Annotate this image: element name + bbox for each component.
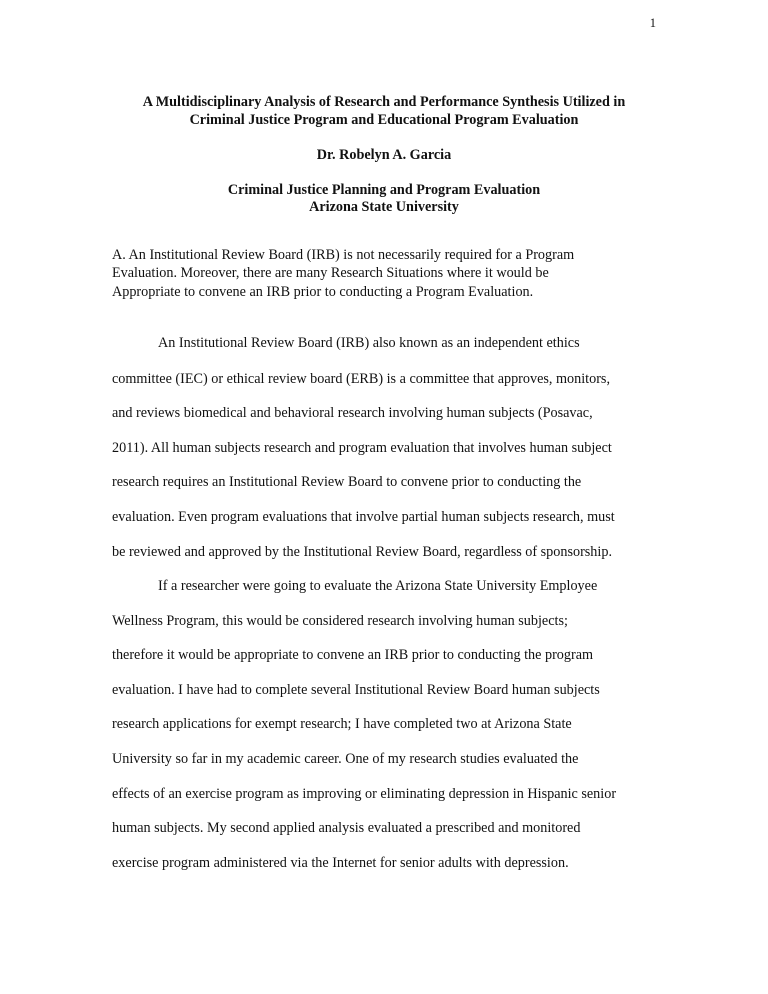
body-paragraph-line: If a researcher were going to evaluate the Arizona State University Employee: [158, 578, 598, 594]
title-line-1: A Multidisciplinary Analysis of Research and Performance Synthesis Utilized in: [142, 94, 626, 110]
body-paragraph-line: research requires an Institutional Review Board to convene prior to conducting the: [112, 474, 582, 490]
author-name: Dr. Robelyn A. Garcia: [316, 147, 452, 163]
body-paragraph-line: therefore it would be appropriate to convene an IRB prior to conducting the program: [112, 647, 594, 663]
question-line: Evaluation. Moreover, there are many Research Situations where it would be: [112, 265, 549, 282]
body-paragraph-line: University so far in my academic career. One of my research studies evaluated the: [112, 751, 579, 767]
affiliation-department: Criminal Justice Planning and Program Evaluation: [227, 182, 541, 198]
body-paragraph-line: An Institutional Review Board (IRB) also known as an independent ethics: [158, 335, 580, 351]
body-paragraph-line: Wellness Program, this would be considered research involving human subjects;: [112, 613, 568, 629]
question-prompt: [112, 246, 672, 301]
page-number: 1: [649, 16, 656, 30]
body-paragraph-line: exercise program administered via the Internet for senior adults with depression.: [112, 855, 569, 871]
question-line: A. An Institutional Review Board (IRB) is not necessarily required for a Program: [112, 247, 575, 263]
title-line-2: Criminal Justice Program and Educational Program Evaluation: [189, 112, 579, 128]
body-paragraph-line: and reviews biomedical and behavioral research involving human subjects (Posavac,: [112, 405, 593, 421]
body-paragraph-line: evaluation. Even program evaluations that involve partial human subjects research, must: [112, 509, 615, 525]
body-paragraph-line: committee (IEC) or ethical review board (ERB) is a committee that approves, monitors,: [112, 371, 610, 387]
body-paragraph-line: 2011). All human subjects research and program evaluation that involves human subject: [112, 440, 612, 456]
body-paragraph-line: evaluation. I have had to complete several Institutional Review Board human subjects: [112, 682, 600, 698]
affiliation-university: Arizona State University: [309, 199, 459, 215]
body-paragraph-line: be reviewed and approved by the Institutional Review Board, regardless of sponsorship.: [112, 544, 612, 560]
body-paragraph-line: research applications for exempt research; I have completed two at Arizona State: [112, 716, 572, 732]
question-line: Appropriate to convene an IRB prior to conducting a Program Evaluation.: [112, 283, 534, 300]
body-paragraph-line: effects of an exercise program as improving or eliminating depression in Hispanic senior: [112, 786, 617, 802]
body-paragraph-line: human subjects. My second applied analysis evaluated a prescribed and monitored: [112, 820, 581, 836]
